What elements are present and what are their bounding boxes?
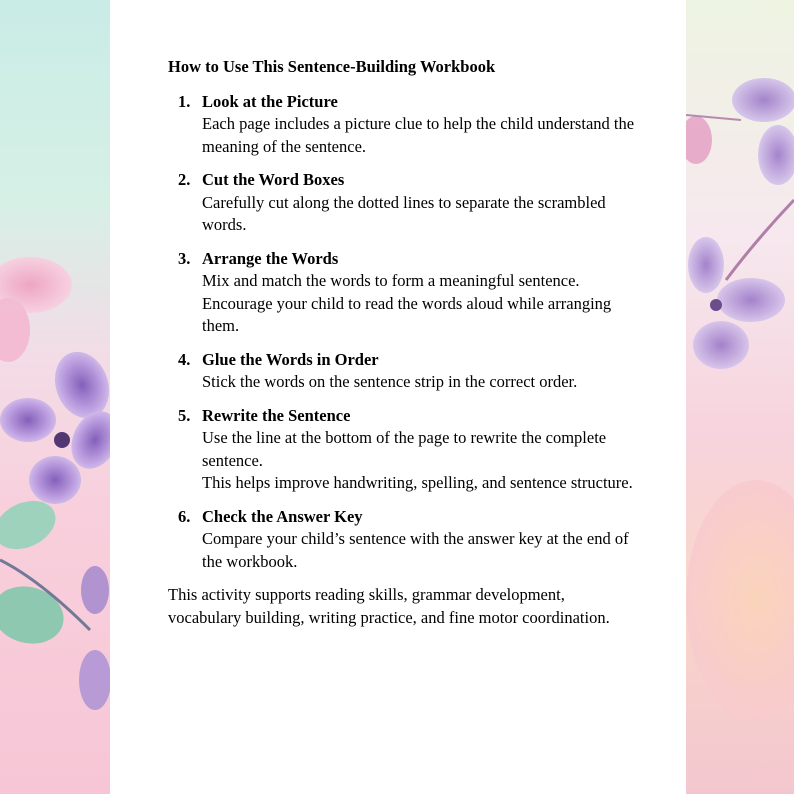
step-description: Compare your child’s sentence with the answer key at the end of the workbook. bbox=[202, 529, 629, 571]
steps-list bbox=[168, 91, 638, 574]
left-flowers-illustration bbox=[0, 0, 110, 794]
step-title: Glue the Words in Order bbox=[202, 349, 379, 369]
closing-paragraph: This activity supports reading skills, grammar development, vocabulary building, writing practice, and fine motor coordination. bbox=[168, 585, 610, 627]
step-number: 1. bbox=[178, 91, 191, 111]
step-item bbox=[168, 405, 638, 495]
step-title: Arrange the Words bbox=[202, 248, 339, 268]
peach-wash bbox=[686, 480, 794, 720]
step-number: 2. bbox=[178, 170, 191, 189]
step-item bbox=[168, 506, 638, 574]
step-number: 3. bbox=[178, 248, 191, 268]
lower-purple-petals bbox=[79, 566, 110, 710]
step-number: 4. bbox=[178, 349, 191, 369]
instruction-page bbox=[110, 0, 686, 794]
page-title: How to Use This Sentence-Building Workbook bbox=[168, 57, 496, 76]
right-floral-panel bbox=[686, 0, 794, 794]
flower-stem bbox=[726, 200, 794, 280]
right-flowers-illustration bbox=[686, 0, 794, 794]
step-description: Stick the words on the sentence strip in the correct order. bbox=[202, 372, 578, 391]
step-item bbox=[168, 169, 638, 237]
instructions-content bbox=[168, 56, 638, 629]
step-title: Look at the Picture bbox=[202, 91, 338, 111]
step-title: Rewrite the Sentence bbox=[202, 405, 351, 425]
step-item bbox=[168, 248, 638, 338]
step-description: This helps improve handwriting, spelling, and sentence structure. bbox=[202, 473, 633, 492]
step-description: Each page includes a picture clue to help the child understand the meaning of the sentence. bbox=[202, 114, 635, 156]
top-purple-blossom bbox=[686, 78, 794, 185]
step-description: Carefully cut along the dotted lines to separate the scrambled words. bbox=[202, 192, 606, 234]
green-leaves bbox=[0, 492, 90, 652]
purple-flower bbox=[0, 344, 110, 504]
step-description: Use the line at the bottom of the page to rewrite the complete sentence. bbox=[202, 428, 607, 470]
step-item bbox=[168, 349, 638, 394]
step-title: Check the Answer Key bbox=[202, 506, 363, 526]
step-description: Encourage your child to read the words aloud while arranging them. bbox=[202, 293, 612, 335]
pink-blossom bbox=[0, 257, 72, 362]
left-floral-panel bbox=[0, 0, 110, 794]
middle-purple-flower bbox=[688, 237, 785, 369]
step-number: 5. bbox=[178, 405, 191, 425]
step-number: 6. bbox=[178, 506, 191, 526]
step-item bbox=[168, 91, 638, 159]
step-title: Cut the Word Boxes bbox=[202, 170, 345, 189]
step-description: Mix and match the words to form a meaningful sentence. bbox=[202, 271, 580, 290]
